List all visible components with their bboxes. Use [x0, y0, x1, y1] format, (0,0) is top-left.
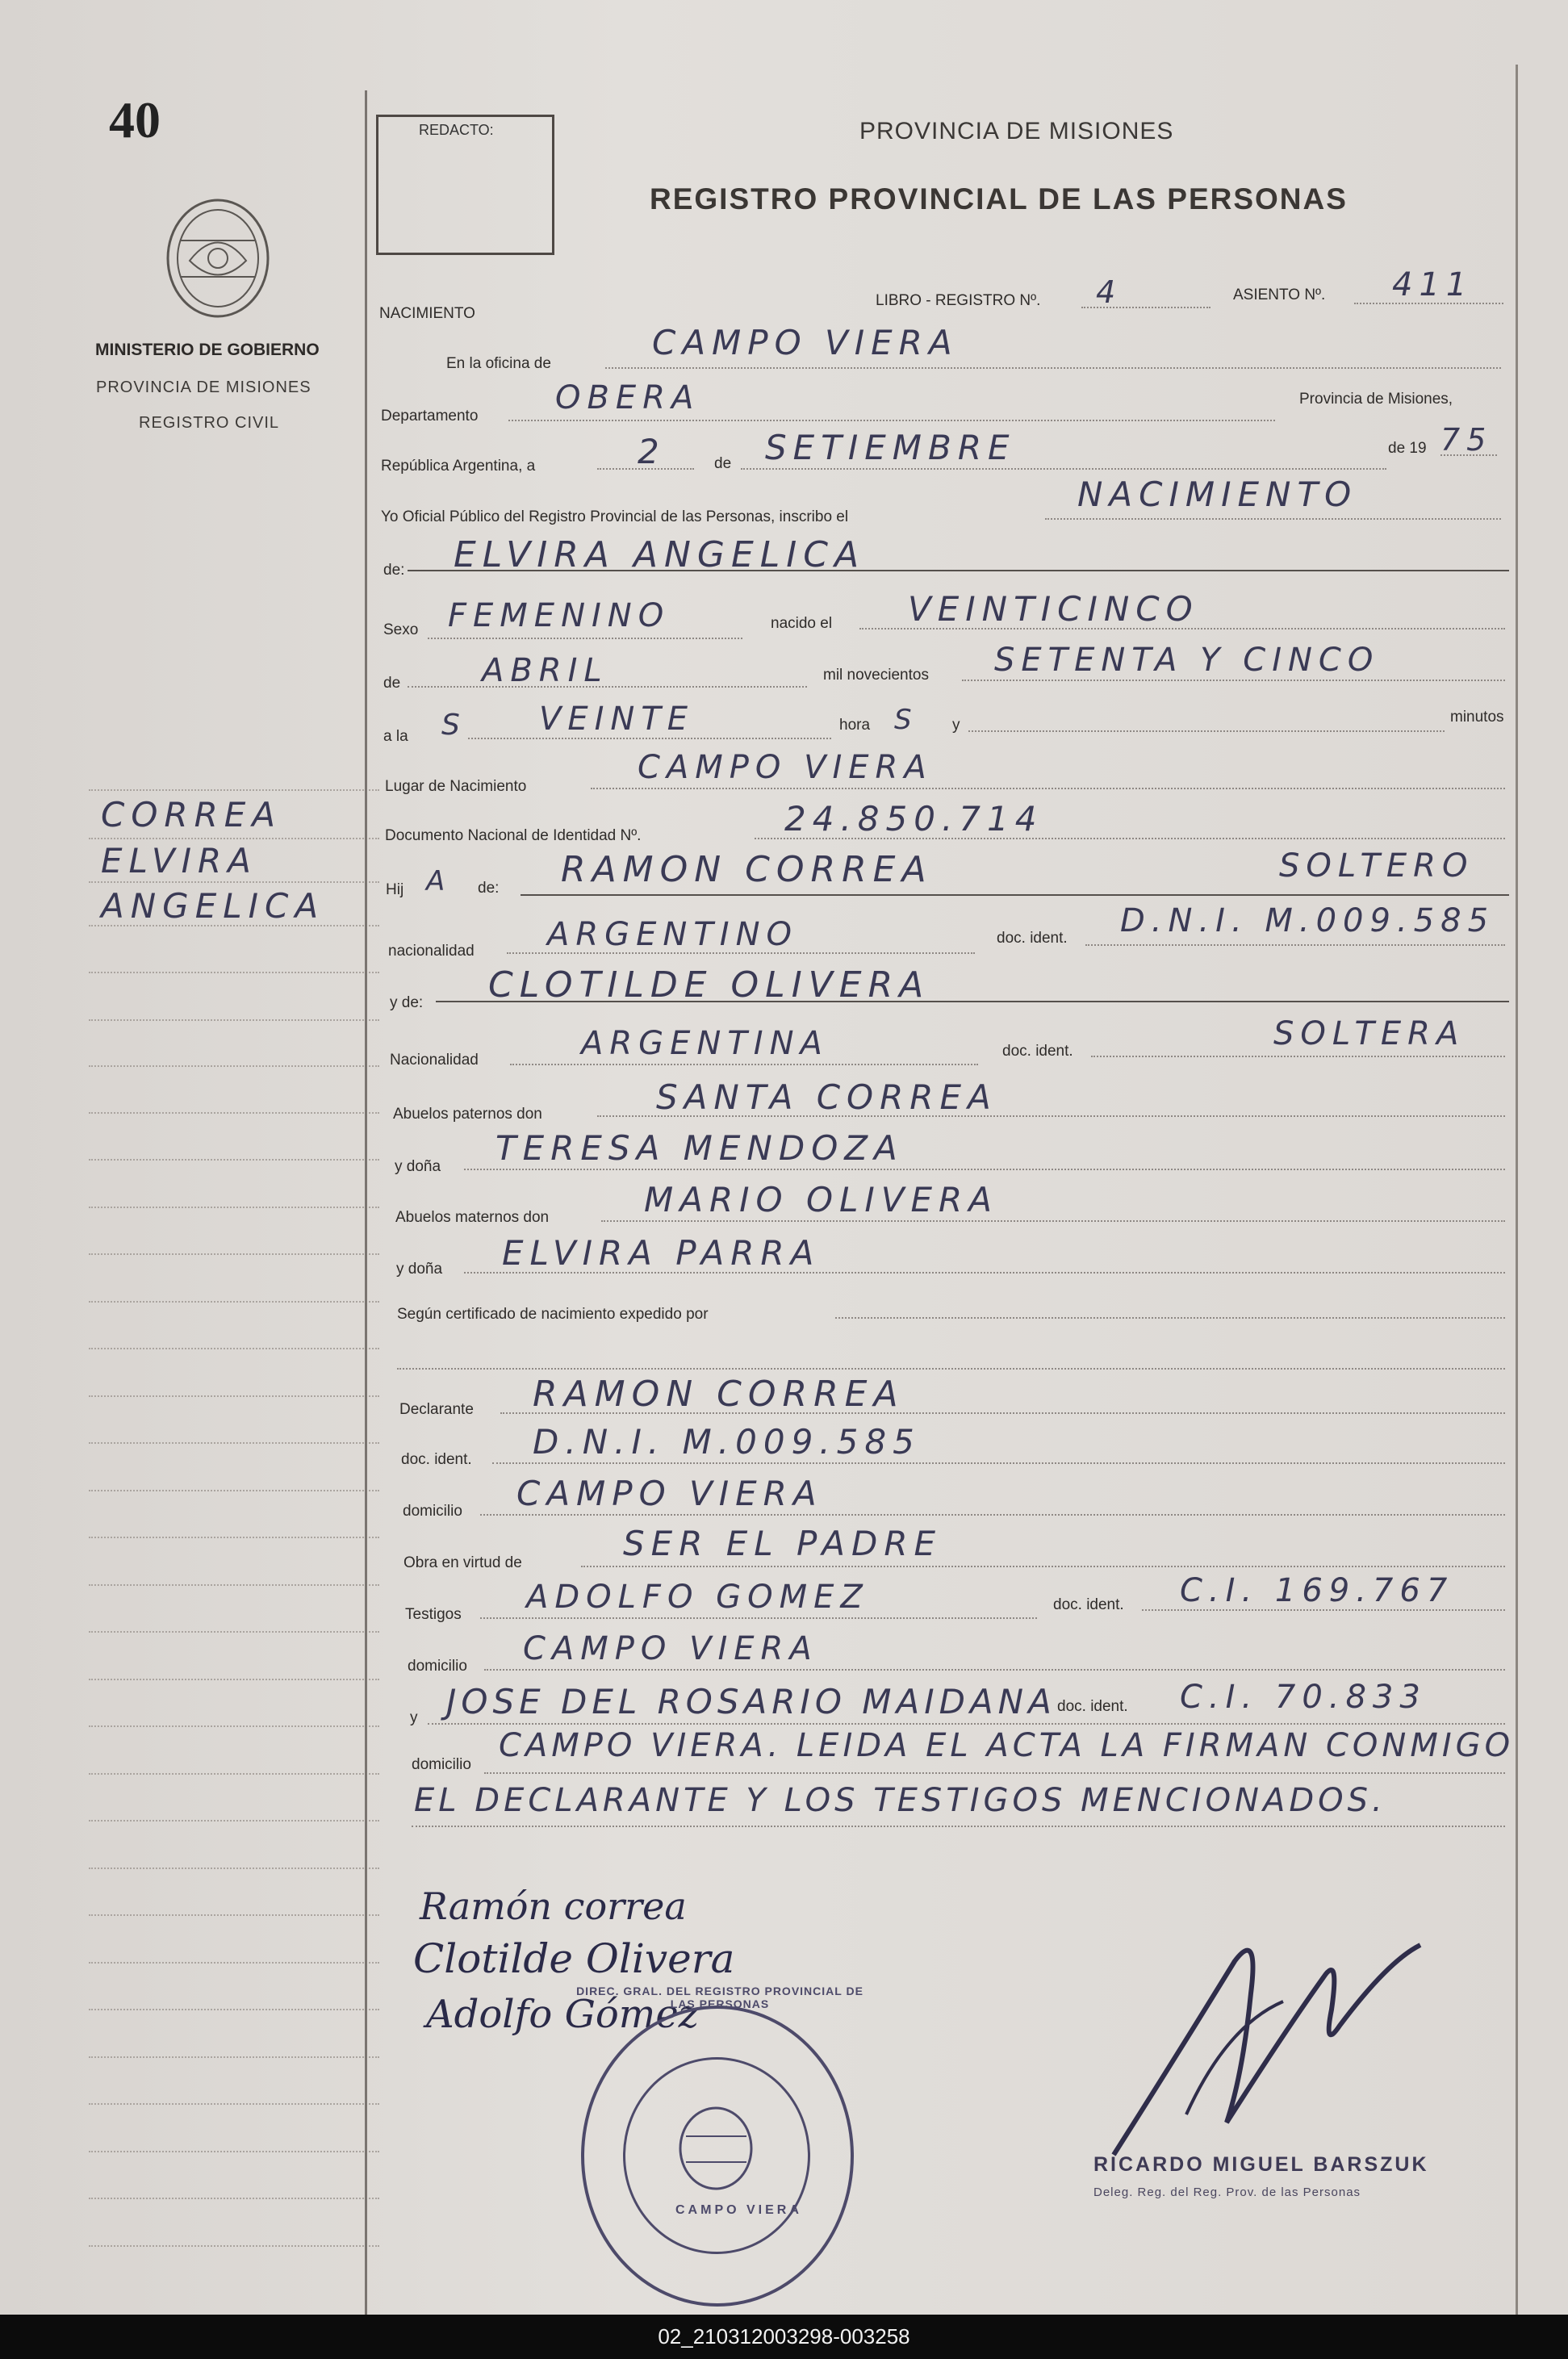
ala-suffix: S — [441, 709, 466, 742]
de-nombre-label: de: — [383, 562, 405, 579]
signature-witness: Adolfo Gómez — [426, 1992, 700, 2037]
left-province-label: PROVINCIA DE MISIONES — [96, 379, 312, 396]
civil-registry-label: REGISTRO CIVIL — [139, 414, 280, 432]
hora-value: VEINTE — [539, 701, 695, 738]
nacionalidad-padre-value: ARGENTINO — [547, 916, 798, 953]
hora-suffix: S — [894, 704, 918, 736]
lugar-label: Lugar de Nacimiento — [385, 778, 527, 795]
ala-label: a la — [383, 728, 408, 745]
doc-padre-value: D.N.I. M.009.585 — [1120, 902, 1495, 939]
anio-label: de 19 — [1388, 440, 1427, 457]
mil-novecientos-label: mil novecientos — [823, 667, 929, 684]
document-title: REGISTRO PROVINCIAL DE LAS PERSONAS — [650, 182, 1348, 215]
mes-nac-value: ABRIL — [482, 652, 608, 689]
declarante-label: Declarante — [399, 1401, 474, 1418]
right-border — [1516, 65, 1518, 2315]
column-divider — [365, 90, 367, 2315]
obra-value: SER EL PADRE — [623, 1524, 943, 1563]
y-dona-materna-label: y doña — [396, 1261, 443, 1278]
abuela-paterna-value: TERESA MENDOZA — [495, 1128, 904, 1168]
coat-of-arms-icon — [157, 192, 278, 325]
domicilio-declarante-value: CAMPO VIERA — [516, 1474, 823, 1513]
nacionalidad-madre-value: ARGENTINA — [581, 1025, 829, 1062]
provincia-misiones-label: Provincia de Misiones, — [1299, 391, 1453, 408]
doc-madre-value: SOLTERA — [1273, 1015, 1466, 1052]
domicilio-testigo2-line1: CAMPO VIERA. LEIDA EL ACTA LA FIRMAN CONMIGO — [499, 1727, 1515, 1764]
domicilio-declarante-label: domicilio — [403, 1503, 462, 1520]
republica-label: República Argentina, a — [381, 458, 536, 475]
nacionalidad-madre-label: Nacionalidad — [390, 1052, 479, 1069]
nacido-value: VEINTICINCO — [908, 589, 1199, 629]
registrar-role-stamp: Deleg. Reg. del Reg. Prov. de las Personas — [1093, 2185, 1361, 2199]
seal-emblem-icon — [674, 2104, 759, 2193]
y-de-label: y de: — [390, 994, 424, 1011]
domicilio-testigo2-label: domicilio — [412, 1756, 471, 1773]
redacto-box — [376, 115, 554, 255]
header-province: PROVINCIA DE MISIONES — [859, 118, 1174, 144]
asiento-label: ASIENTO Nº. — [1233, 287, 1326, 303]
departamento-label: Departamento — [381, 408, 479, 425]
registrar-name-stamp: RICARDO MIGUEL BARSZUK — [1093, 2153, 1429, 2176]
image-id-footer: 02_210312003298-003258 — [0, 2315, 1568, 2359]
redacto-label: REDACTO: — [419, 122, 494, 138]
domicilio-testigo2-line2: EL DECLARANTE Y LOS TESTIGOS MENCIONADOS. — [414, 1782, 1386, 1819]
doc-ident-label: doc. ident. — [997, 930, 1068, 947]
testigos-label: Testigos — [405, 1606, 462, 1623]
doc-testigo2-value: C.I. 70.833 — [1180, 1679, 1427, 1716]
lugar-value: CAMPO VIERA — [638, 749, 933, 786]
hij-suffix: A — [426, 865, 452, 897]
nacionalidad-label: nacionalidad — [388, 943, 475, 960]
departamento-value: OBERA — [555, 379, 700, 416]
certificado-label: Según certificado de nacimiento expedido por — [397, 1306, 709, 1323]
nacimiento-label: NACIMIENTO — [379, 305, 475, 322]
minutos-label: minutos — [1450, 709, 1504, 726]
doc-testigo1-label: doc. ident. — [1053, 1596, 1124, 1613]
signature-father: Ramón correa — [420, 1884, 687, 1928]
oficial-value: NACIMIENTO — [1077, 475, 1358, 514]
oficina-label: En la oficina de — [446, 355, 551, 372]
margin-first-name: ELVIRA — [101, 841, 257, 880]
padre-estado: SOLTERO — [1279, 847, 1474, 885]
abuelo-paterno-value: SANTA CORREA — [656, 1077, 997, 1117]
folio-number: 40 — [109, 91, 161, 148]
y-dona-paterna-label: y doña — [395, 1158, 441, 1175]
y-label: y — [952, 717, 960, 734]
mil-novecientos-value: SETENTA Y CINCO — [994, 642, 1380, 679]
official-signature-icon — [1098, 1929, 1436, 2163]
sexo-label: Sexo — [383, 621, 419, 638]
de-padre-label: de: — [478, 880, 500, 897]
abuela-materna-value: ELVIRA PARRA — [502, 1233, 821, 1273]
margin-second-name: ANGELICA — [101, 886, 325, 926]
doc-testigo1-value: C.I. 169.767 — [1180, 1572, 1454, 1609]
madre-value: CLOTILDE OLIVERA — [488, 964, 930, 1006]
de-label: de — [714, 455, 732, 472]
testigo2-value: JOSE DEL ROSARIO MAIDANA — [446, 1682, 1056, 1721]
doc-declarante-value: D.N.I. M.009.585 — [533, 1422, 921, 1462]
seal-inner-ring — [623, 2057, 810, 2254]
abuelos-maternos-label: Abuelos maternos don — [395, 1209, 550, 1226]
doc-declarante-label: doc. ident. — [401, 1451, 472, 1468]
oficina-value: CAMPO VIERA — [652, 323, 959, 362]
asiento-value: 411 — [1392, 266, 1474, 303]
anio-value: 75 — [1440, 422, 1493, 458]
abuelo-materno-value: MARIO OLIVERA — [644, 1180, 998, 1219]
doc-testigo2-label: doc. ident. — [1057, 1698, 1128, 1715]
ministry-label: MINISTERIO DE GOBIERNO — [95, 341, 320, 359]
seal-ring-text: DIREC. GRAL. DEL REGISTRO PROVINCIAL DE LAS PERSONAS — [576, 1985, 863, 2010]
margin-surname: CORREA — [101, 795, 282, 834]
padre-value: RAMON CORREA — [561, 849, 933, 890]
documento-label: Documento Nacional de Identidad Nº. — [385, 827, 642, 844]
signature-mother: Clotilde Olivera — [413, 1935, 735, 1982]
doc-ident-madre-label: doc. ident. — [1002, 1043, 1073, 1060]
official-seal — [576, 1985, 863, 2307]
sexo-value: FEMENINO — [448, 597, 671, 634]
nacido-label: nacido el — [771, 615, 833, 632]
de-mes-label: de — [383, 675, 401, 692]
nombre-value: ELVIRA ANGELICA — [454, 534, 866, 575]
declarante-value: RAMON CORREA — [533, 1374, 905, 1415]
domicilio-testigo1-label: domicilio — [408, 1658, 467, 1675]
obra-label: Obra en virtud de — [403, 1554, 522, 1571]
mes-value: SETIEMBRE — [765, 428, 1016, 467]
libro-label: LIBRO - REGISTRO Nº. — [876, 292, 1041, 309]
libro-value: 4 — [1096, 274, 1123, 310]
documento-value: 24.850.714 — [784, 799, 1043, 839]
hora-label: hora — [839, 717, 871, 734]
testigo1-value: ADOLFO GOMEZ — [526, 1579, 869, 1616]
oficial-label: Yo Oficial Público del Registro Provincial de las Personas, inscribo el — [381, 508, 849, 525]
abuelos-paternos-label: Abuelos paternos don — [393, 1106, 542, 1123]
seal-inner-text: CAMPO VIERA — [675, 2203, 802, 2217]
hij-label: Hij — [386, 881, 404, 898]
y-testigo2-label: y — [410, 1709, 418, 1726]
dia-value: 2 — [638, 432, 666, 471]
domicilio-testigo1-value: CAMPO VIERA — [523, 1630, 818, 1667]
